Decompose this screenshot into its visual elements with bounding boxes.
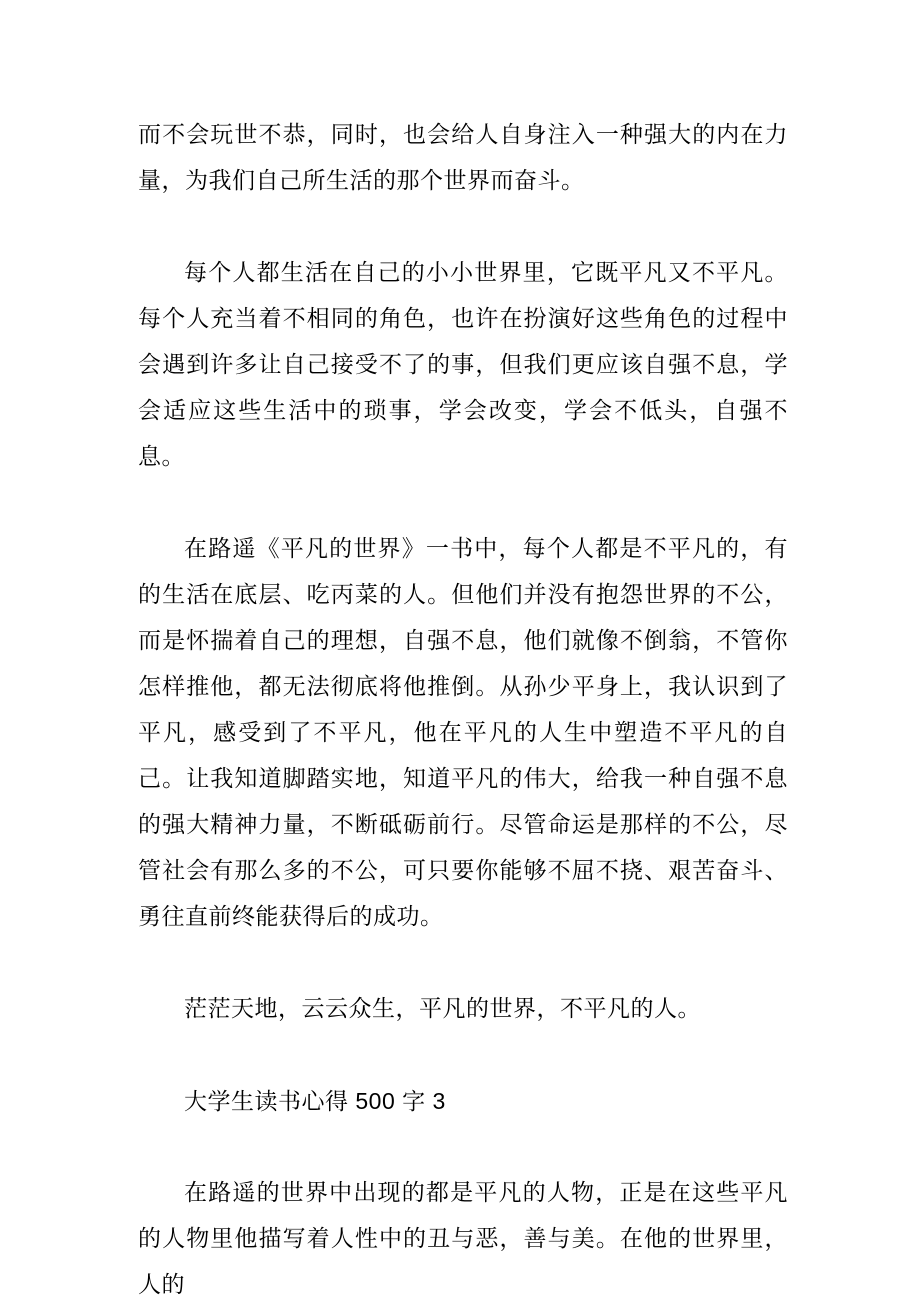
paragraph-summary-line: 茫茫天地，云云众生，平凡的世界，不平凡的人。: [184, 996, 701, 1022]
paragraph-small-world: 每个人都生活在自己的小小世界里，它既平凡又不平凡。每个人充当着不相同的角色，也许在扮演好这些角色的过程中会遇到许多让自己接受不了的事，但我们更应该自强不息，学会适应这些生活中的琐事，学会改变，学会不低头，自强不息。: [138, 260, 788, 470]
paragraph-ordinary-world-book: 在路遥《平凡的世界》一书中，每个人都是不平凡的，有的生活在底层、吃丙菜的人。但他们并没有抱怨世界的不公，而是怀揣着自己的理想，自强不息，他们就像不倒翁，不管你怎样推他，都无法彻底将他推倒。从孙少平身上，我认识到了平凡，感受到了不平凡，他在平凡的人生中塑造不平凡的自己。让我知道脚踏实地，知道平凡的伟大，给我一种自强不息的强大精神力量，不断砥砺前行。尽管命运是那样的不公，尽管社会有那么多的不公，可只要你能够不屈不挠、艰苦奋斗、勇往直前终能获得后的成功。: [138, 536, 788, 930]
paragraph-final: 在路遥的世界中出现的都是平凡的人物，正是在这些平凡的人物里他描写着人性中的丑与恶，善与美。在他的世界里，人的: [138, 1180, 788, 1298]
section-heading: 大学生读书心得 500 字 3: [184, 1088, 446, 1114]
document-body: [138, 112, 788, 1308]
paragraph-continuation: 而不会玩世不恭，同时，也会给人自身注入一种强大的内在力量，为我们自己所生活的那个世界而奋斗。: [138, 122, 788, 194]
